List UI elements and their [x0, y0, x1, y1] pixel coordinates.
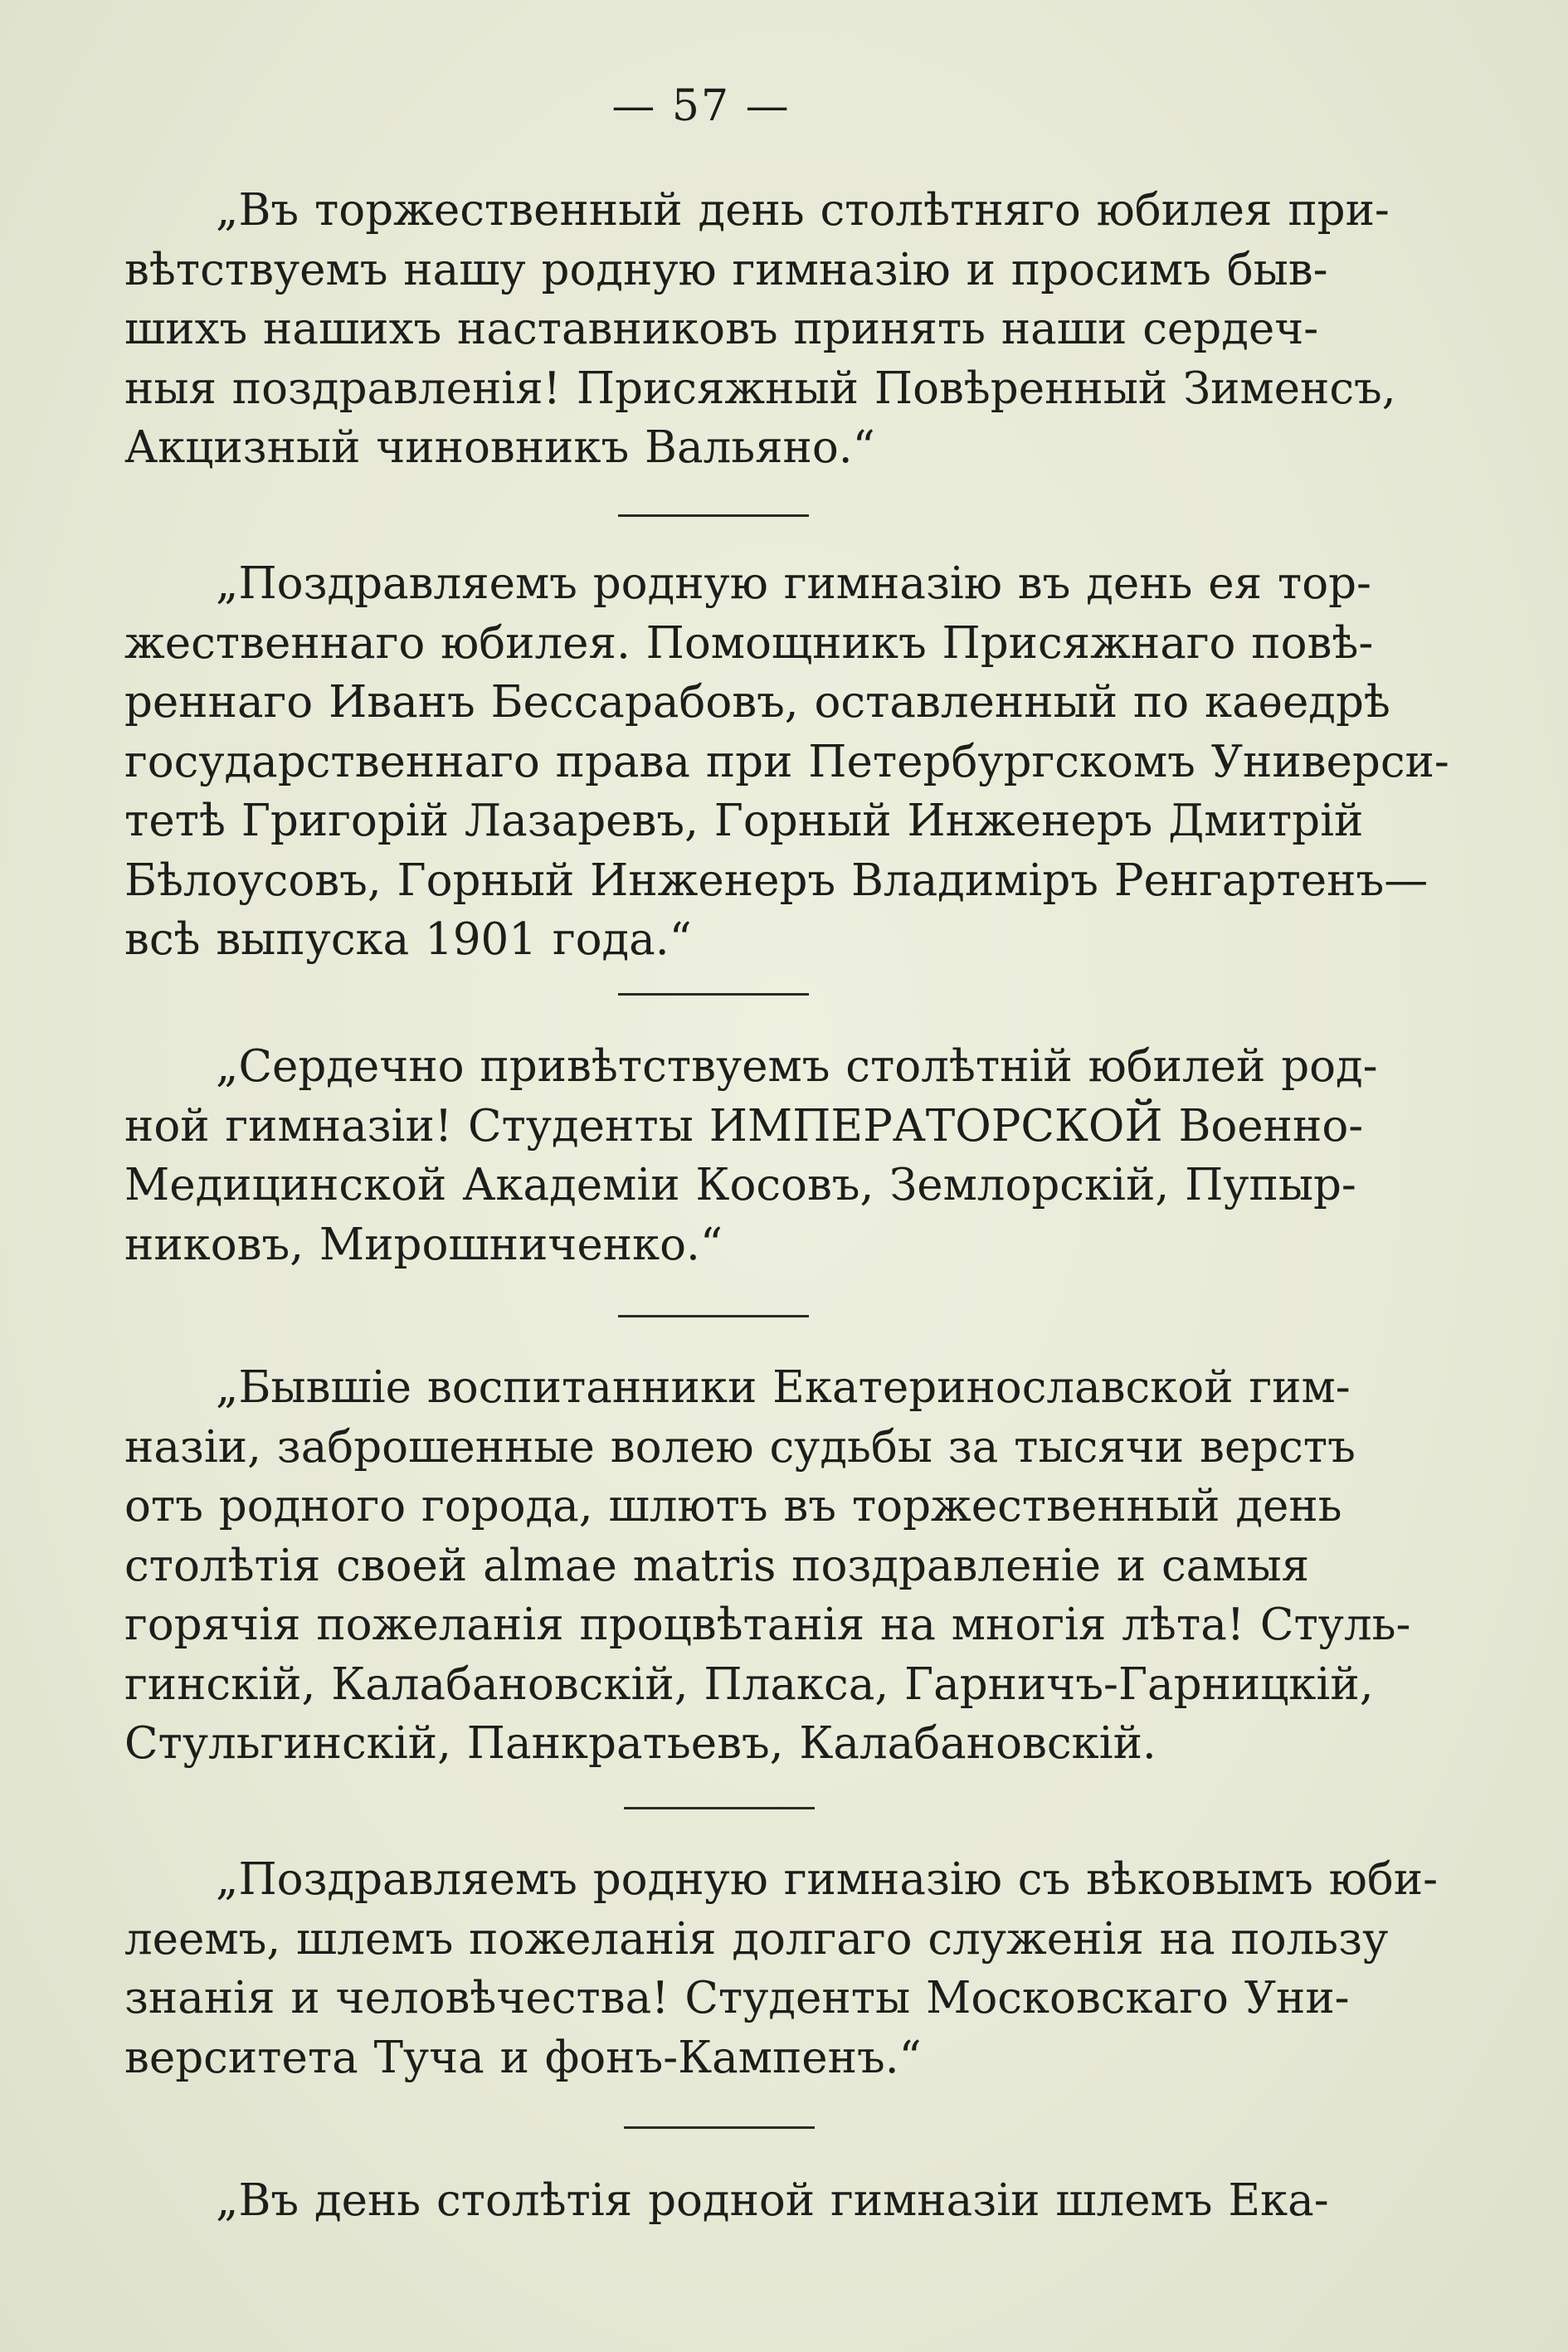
paragraph-line: Медицинской Академіи Косовъ, Землорскій, Пупыр-	[124, 1160, 1356, 1210]
paragraph-line: никовъ, Мирошниченко.“	[124, 1219, 723, 1270]
telegram-paragraph-1	[124, 181, 1396, 478]
paragraph-line: „Поздравляемъ родную гимназію въ день ея тор-	[216, 558, 1371, 609]
paragraph-line: „Поздравляемъ родную гимназію съ вѣковымъ юби-	[216, 1854, 1438, 1905]
page-number: — 57 —	[611, 81, 791, 131]
paragraph-line: жественнаго юбилея. Помощникъ Присяжнаго повѣ-	[124, 617, 1374, 669]
paragraph-line: реннаго Иванъ Бессарабовъ, оставленный по каѳедрѣ	[124, 677, 1390, 728]
separator-rule	[618, 514, 809, 517]
paragraph-line: леемъ, шлемъ пожеланія долгаго служенія на пользу	[124, 1913, 1389, 1965]
separator-rule	[618, 1315, 809, 1317]
paragraph-line: верситета Туча и фонъ-Кампенъ.“	[124, 2032, 922, 2083]
paragraph-line: государственнаго права при Петербургскомъ Универси-	[124, 736, 1449, 787]
paragraph-line: столѣтія своей almae matris поздравленіе и самыя	[124, 1540, 1310, 1591]
paragraph-line: вѣтствуемъ нашу родную гимназію и просимъ быв-	[124, 244, 1328, 295]
telegram-paragraph-2	[124, 554, 1449, 970]
paragraph-line: „Въ торжественный день столѣтняго юбилея при-	[216, 185, 1390, 236]
paragraph-line: знанія и человѣчества! Студенты Московскаго Уни-	[124, 1973, 1350, 2023]
paragraph-line: всѣ выпуска 1901 года.“	[124, 914, 692, 965]
telegram-paragraph-5	[124, 1850, 1438, 2087]
paragraph-line: ныя поздравленія! Присяжный Повѣренный Зименсъ,	[124, 363, 1396, 414]
paragraph-line: „Въ день столѣтія родной гимназіи шлемъ Ека-	[216, 2175, 1329, 2226]
paragraph-line: тетѣ Григорій Лазаревъ, Горный Инженеръ Дмитрій	[124, 796, 1364, 846]
paragraph-line: назіи, заброшенные волею судьбы за тысячи верстъ	[124, 1421, 1356, 1473]
telegram-paragraph-4	[124, 1358, 1411, 1774]
telegram-paragraph-6	[124, 2171, 1329, 2231]
paragraph-line: ной гимназіи! Студенты ИМПЕРАТОРСКОЙ Военно-	[124, 1100, 1364, 1152]
paragraph-line: гинскій, Калабановскій, Плакса, Гарничъ-Гарницкій,	[124, 1658, 1374, 1710]
paragraph-line: Стульгинскій, Панкратьевъ, Калабановскій.	[124, 1718, 1157, 1769]
paragraph-line: Бѣлоусовъ, Горный Инженеръ Владиміръ Ренгартенъ—	[124, 855, 1429, 906]
paragraph-line: шихъ нашихъ наставниковъ принять наши сердеч-	[124, 304, 1319, 354]
separator-rule	[624, 1807, 815, 1809]
paragraph-line: Акцизный чиновникъ Вальяно.“	[124, 422, 875, 473]
paragraph-line: „Сердечно привѣтствуемъ столѣтній юбилей род-	[216, 1041, 1378, 1092]
paragraph-line: отъ родного города, шлютъ въ торжественный день	[124, 1481, 1342, 1531]
paragraph-line: „Бывшіе воспитанники Екатеринославской гим-	[216, 1362, 1351, 1413]
telegram-paragraph-3	[124, 1037, 1378, 1274]
separator-rule	[624, 2126, 815, 2129]
separator-rule	[618, 993, 809, 996]
paragraph-line: горячія пожеланія процвѣтанія на многія лѣта! Стуль-	[124, 1600, 1411, 1650]
